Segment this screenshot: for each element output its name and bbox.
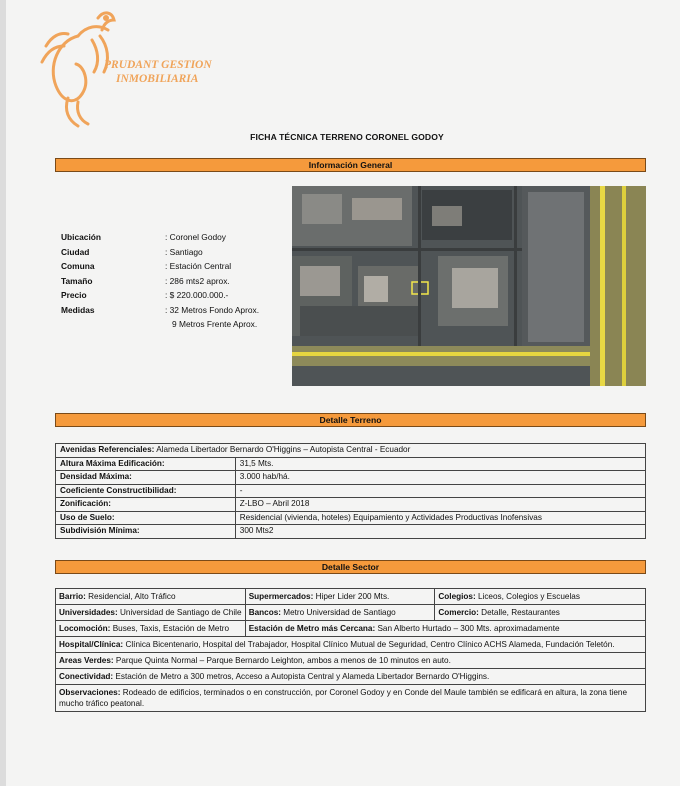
section-header-terreno: Detalle Terreno xyxy=(55,413,646,427)
table-row xyxy=(56,444,646,458)
table-cell xyxy=(245,605,435,621)
sector-value: Liceos, Colegios y Escuelas xyxy=(477,592,580,601)
terreno-label: Densidad Máxima: xyxy=(56,471,236,485)
general-label: Precio xyxy=(61,290,87,300)
terreno-label: Zonificación: xyxy=(56,498,236,512)
terreno-value: - xyxy=(235,484,645,498)
sector-value: Universidad de Santiago de Chile xyxy=(119,608,242,617)
table-row xyxy=(56,589,646,605)
table-row xyxy=(56,605,646,621)
sector-label: Conectividad: xyxy=(59,672,114,681)
table-row xyxy=(56,637,646,653)
section-header-general: Información General xyxy=(55,158,646,172)
sector-value: Hiper Lider 200 Mts. xyxy=(315,592,390,601)
sector-label: Universidades: xyxy=(59,608,118,617)
terreno-value: Residencial (vivienda, hoteles) Equipamiento y Actividades Productivas Inofensivas xyxy=(235,511,645,525)
sector-label: Colegios: xyxy=(438,592,476,601)
sector-value: Detalle, Restaurantes xyxy=(481,608,560,617)
general-value: : $ 220.000.000.- xyxy=(165,290,229,300)
sector-value: Residencial, Alto Tráfico xyxy=(88,592,176,601)
general-value: : Estación Central xyxy=(165,261,232,271)
table-cell xyxy=(56,621,246,637)
terreno-value: Alameda Libertador Bernardo O'Higgins – Autopista Central - Ecuador xyxy=(156,445,411,454)
terreno-label: Avenidas Referenciales: xyxy=(60,445,155,454)
aerial-map xyxy=(292,186,646,386)
terreno-label: Subdivisión Mínima: xyxy=(56,525,236,539)
table-cell xyxy=(56,653,646,669)
table-row xyxy=(56,484,646,498)
general-value-extra: 9 Metros Frente Aprox. xyxy=(172,319,258,329)
sector-label: Observaciones: xyxy=(59,688,121,697)
general-value: : 32 Metros Fondo Aprox. xyxy=(165,304,260,315)
table-row xyxy=(56,471,646,485)
general-value: : 286 mts2 aprox. xyxy=(165,275,230,286)
table-row xyxy=(56,525,646,539)
sector-label: Comercio: xyxy=(438,608,479,617)
company-line-1: PRUDANT GESTION xyxy=(104,59,212,71)
sector-label: Areas Verdes: xyxy=(59,656,114,665)
general-label: Comuna xyxy=(61,261,95,271)
sector-label: Bancos: xyxy=(248,608,281,617)
table-cell xyxy=(56,589,246,605)
general-value: : Coronel Godoy xyxy=(165,232,226,242)
table-cell xyxy=(435,605,646,621)
aerial-map-image xyxy=(292,186,646,386)
table-row xyxy=(56,669,646,685)
table-row xyxy=(56,457,646,471)
company-line-2: INMOBILIARIA xyxy=(116,73,199,85)
document-title: FICHA TÉCNICA TERRENO CORONEL GODOY xyxy=(250,132,444,142)
terreno-value: Z-LBO – Abril 2018 xyxy=(235,498,645,512)
terreno-value: 300 Mts2 xyxy=(235,525,645,539)
table-cell xyxy=(56,605,246,621)
terreno-value: 31,5 Mts. xyxy=(235,457,645,471)
table-cell xyxy=(245,621,645,637)
sector-label: Hospital/Clínica: xyxy=(59,640,124,649)
sector-table xyxy=(55,588,646,712)
general-label: Ubicación xyxy=(61,232,102,242)
page-edge xyxy=(0,0,6,786)
terreno-label: Altura Máxima Edificación: xyxy=(56,457,236,471)
table-row xyxy=(56,653,646,669)
terreno-label: Coeficiente Constructibilidad: xyxy=(56,484,236,498)
sector-value: Rodeado de edificios, terminados o en construcción, por Coronel Godoy y en Conde del Maule también se edificará en altura, la zona tiene mucho tráfico peatonal. xyxy=(59,688,628,708)
table-row xyxy=(56,498,646,512)
sector-value: Clínica Bicentenario, Hospital del Trabajador, Hospital Clínico Mutual de Seguridad, Centro Clínico ACHS Alameda, Fundación Teletón. xyxy=(125,640,615,649)
sector-value: Metro Universidad de Santiago xyxy=(283,608,396,617)
sector-value: San Alberto Hurtado – 300 Mts. aproximadamente xyxy=(377,624,560,633)
terreno-label: Uso de Suelo: xyxy=(56,511,236,525)
sector-value: Buses, Taxis, Estación de Metro xyxy=(112,624,230,633)
table-cell xyxy=(56,685,646,712)
sector-label: Estación de Metro más Cercana: xyxy=(248,624,376,633)
sector-label: Barrio: xyxy=(59,592,86,601)
general-label: Ciudad xyxy=(61,246,90,257)
general-label: Medidas xyxy=(61,304,95,315)
table-cell xyxy=(56,444,646,458)
general-label: Tamaño xyxy=(61,275,93,286)
sector-value: Parque Quinta Normal – Parque Bernardo Leighton, ambos a menos de 10 minutos en auto. xyxy=(115,656,451,665)
table-cell xyxy=(245,589,435,605)
general-value: : Santiago xyxy=(165,246,203,257)
table-row xyxy=(56,621,646,637)
terreno-value: 3.000 hab/há. xyxy=(235,471,645,485)
table-cell xyxy=(56,637,646,653)
section-header-sector: Detalle Sector xyxy=(55,560,646,574)
table-row xyxy=(56,511,646,525)
sector-label: Locomoción: xyxy=(59,624,111,633)
sector-value: Estación de Metro a 300 metros, Acceso a Autopista Central y Alameda Libertador Bernardo O'Higgins. xyxy=(115,672,490,681)
terreno-table xyxy=(55,443,646,539)
sector-label: Supermercados: xyxy=(248,592,314,601)
table-cell xyxy=(435,589,646,605)
table-cell xyxy=(56,669,646,685)
company-name xyxy=(104,58,212,86)
table-row xyxy=(56,685,646,712)
